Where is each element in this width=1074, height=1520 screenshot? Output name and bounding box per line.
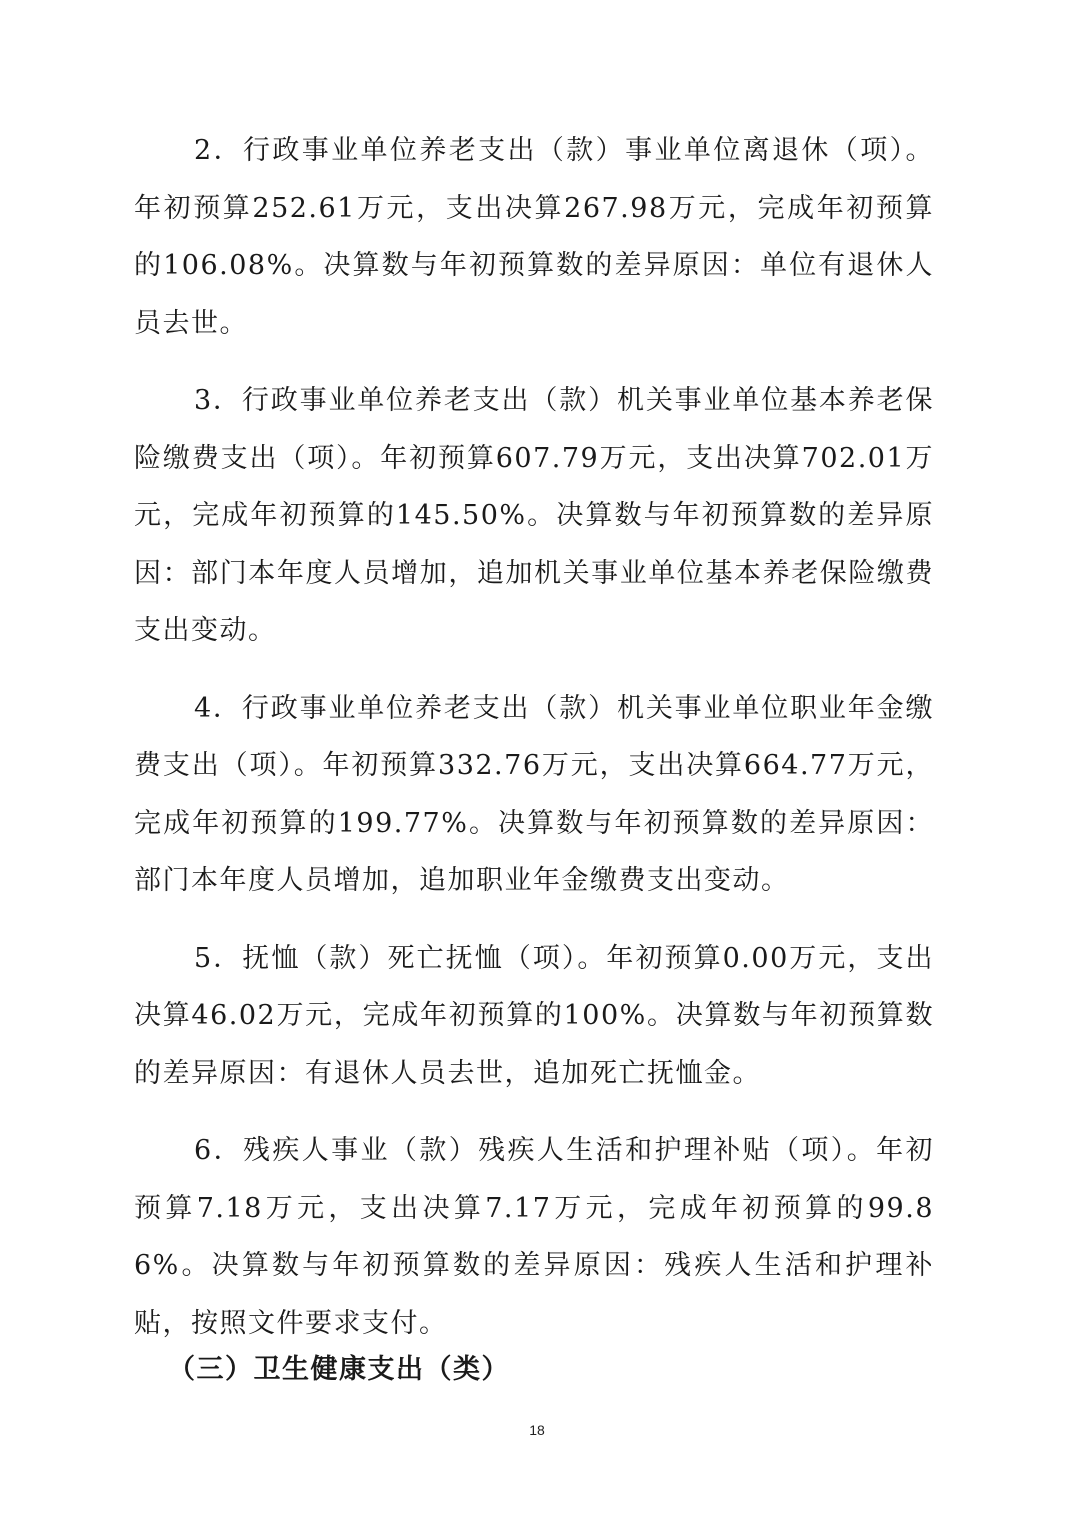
- paragraph-item-2: 2．行政事业单位养老支出（款）事业单位离退休（项）。年初预算252.61万元，支出决算267.98万元，完成年初预算的106.08%。决算数与年初预算数的差异原因：单位有退休人员去世。: [134, 135, 934, 339]
- page-number: 18: [529, 1422, 545, 1438]
- paragraph-item-5: 5．抚恤（款）死亡抚恤（项）。年初预算0.00万元，支出决算46.02万元，完成年初预算的100%。决算数与年初预算数的差异原因：有退休人员去世，追加死亡抚恤金。: [134, 942, 934, 1089]
- section-heading: （三）卫生健康支出（类）: [168, 1354, 510, 1385]
- paragraph-item-6: 6．残疾人事业（款）残疾人生活和护理补贴（项）。年初预算7.18万元，支出决算7.17万元，完成年初预算的99.86%。决算数与年初预算数的差异原因：残疾人生活和护理补贴，按照文件要求支付。: [134, 1135, 934, 1339]
- body-text: [134, 122, 934, 1352]
- paragraph-item-3: 3．行政事业单位养老支出（款）机关事业单位基本养老保险缴费支出（项）。年初预算607.79万元，支出决算702.01万元，完成年初预算的145.50%。决算数与年初预算数的差异原因：部门本年度人员增加，追加机关事业单位基本养老保险缴费支出变动。: [134, 385, 934, 646]
- paragraph-item-4: 4．行政事业单位养老支出（款）机关事业单位职业年金缴费支出（项）。年初预算332.76万元，支出决算664.77万元，完成年初预算的199.77%。决算数与年初预算数的差异原因：部门本年度人员增加，追加职业年金缴费支出变动。: [134, 692, 934, 896]
